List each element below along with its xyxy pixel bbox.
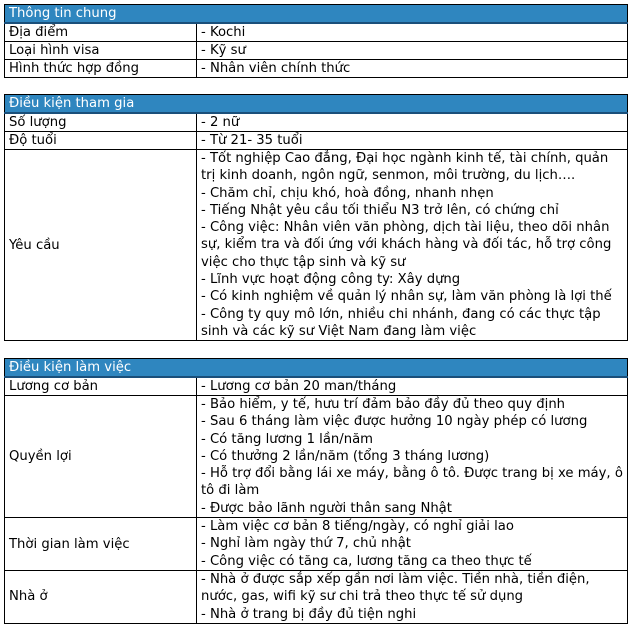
list-item: - Nhà ở được sắp xếp gần nơi làm việc. Tiền nhà, tiền điện, nước, gas, wifi kỹ sư chi trả theo thực tế sử dụng [201, 571, 590, 605]
table-row [5, 113, 628, 132]
quantity-label: Số lượng [5, 113, 197, 132]
table-row [5, 377, 628, 396]
age-label: Độ tuổi [5, 132, 197, 150]
table-row [5, 570, 628, 623]
salary-value: - Lương cơ bản 20 man/tháng [197, 377, 628, 396]
list-item: - Công việc có tăng ca, lương tăng ca theo thực tế [201, 553, 532, 569]
list-item: - Có tăng lương 1 lần/năm [201, 431, 374, 447]
hours-list [197, 518, 628, 571]
list-item: - Chăm chỉ, chịu khó, hoà đồng, nhanh nhẹn [201, 185, 494, 201]
table-row [5, 23, 628, 42]
participation-table [4, 94, 628, 341]
list-item: - Công ty quy mô lớn, nhiều chi nhánh, đang có các thực tập sinh và các kỹ sư Việt Nam đang làm việc [201, 306, 601, 339]
table-row [5, 60, 628, 78]
requirements-label: Yêu cầu [5, 150, 197, 341]
quantity-value: - 2 nữ [197, 113, 628, 132]
list-item: - Được bảo lãnh người thân sang Nhật [201, 500, 452, 516]
hours-label: Thời gian làm việc [5, 518, 197, 571]
table-row [5, 396, 628, 518]
housing-label: Nhà ở [5, 570, 197, 623]
section-header-participation: Điều kiện tham gia [5, 95, 628, 114]
list-item: - Nghỉ làm ngày thứ 7, chủ nhật [201, 536, 411, 552]
row-value: - Kochi [197, 23, 628, 42]
table-row [5, 150, 628, 341]
list-item: - Lĩnh vực hoạt động công ty: Xây dựng [201, 272, 461, 288]
benefits-label: Quyền lợi [5, 396, 197, 518]
salary-label: Lương cơ bản [5, 377, 197, 396]
table-row [5, 42, 628, 60]
section-header-working: Điều kiện làm việc [5, 359, 628, 378]
list-item: - Tốt nghiệp Cao đẳng, Đại học ngành kinh tế, tài chính, quản trị kinh doanh, ngôn ngữ, senmon, môi trường, du lịch…. [201, 151, 609, 184]
row-label: Hình thức hợp đồng [5, 60, 197, 78]
general-info-table [4, 4, 628, 78]
working-table [4, 358, 628, 624]
list-item: - Có thưởng 2 lần/năm (tổng 3 tháng lương) [201, 448, 490, 464]
list-item: - Hỗ trợ đổi bằng lái xe máy, bằng ô tô. Được trang bị xe máy, ô tô đi làm [201, 466, 623, 499]
list-item: - Làm việc cơ bản 8 tiếng/ngày, có nghỉ giải lao [201, 519, 514, 535]
table-row [5, 518, 628, 571]
list-item: - Nhà ở trang bị đầy đủ tiện nghi [201, 606, 417, 622]
list-item: - Tiếng Nhật yêu cầu tối thiểu N3 trở lên, có chứng chỉ [201, 202, 559, 218]
row-label: Loại hình visa [5, 42, 197, 60]
age-value: - Từ 21- 35 tuổi [197, 132, 628, 150]
benefits-list [197, 396, 628, 518]
requirements-list [197, 150, 628, 341]
list-item: - Có kinh nghiệm về quản lý nhân sự, làm văn phòng là lợi thế [201, 289, 612, 305]
table-row [5, 132, 628, 150]
row-value: - Nhân viên chính thức [197, 60, 628, 78]
list-item: - Sau 6 tháng làm việc được hưởng 10 ngày phép có lương [201, 414, 588, 430]
section-header-general: Thông tin chung [5, 5, 628, 24]
row-label: Địa điểm [5, 23, 197, 42]
housing-list [197, 570, 628, 623]
row-value: - Kỹ sư [197, 42, 628, 60]
list-item: - Công việc: Nhân viên văn phòng, dịch tài liệu, theo dõi nhân sự, kiểm tra và đối ứng với khách hàng và đối tác, hỗ trợ công việc cho thực tập sinh và kỹ sư [201, 220, 612, 270]
list-item: - Bảo hiểm, y tế, hưu trí đảm bảo đầy đủ theo quy định [201, 397, 566, 412]
